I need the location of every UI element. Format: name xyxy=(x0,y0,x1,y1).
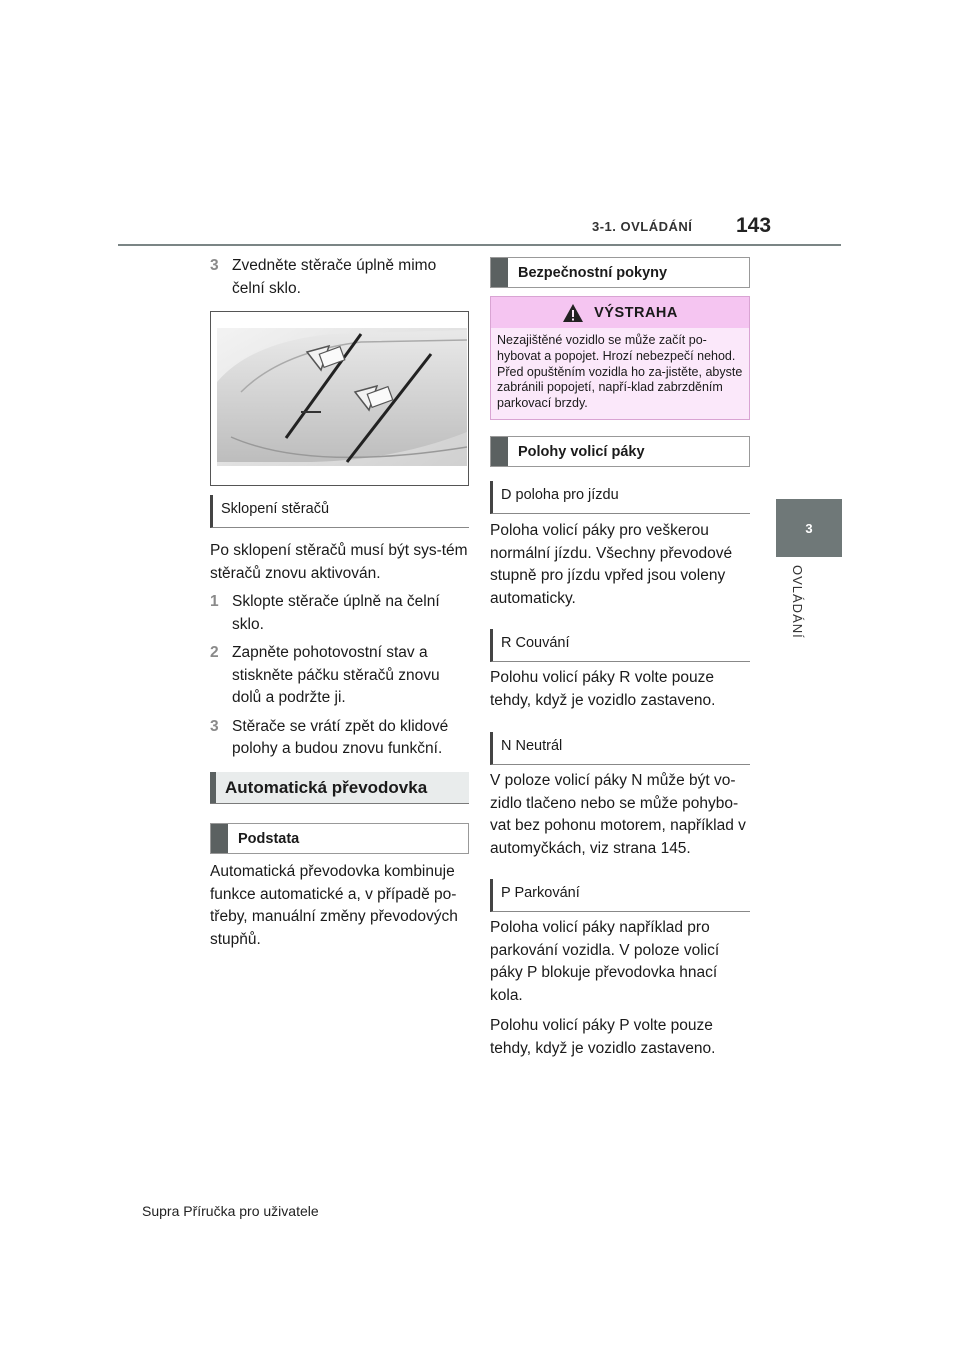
position-label-d: D poloha pro jízdu xyxy=(490,481,750,514)
wiper-illustration xyxy=(210,311,469,486)
position-p-text xyxy=(490,917,748,1060)
final-paragraph: Polohu volicí páky P volte pouze tehdy, když je vozidlo zastaveno. xyxy=(490,1017,716,1057)
reactivation-paragraph: Po sklopení stěračů musí být sys-tém stěračů znovu aktivován. xyxy=(210,542,468,582)
warning-box xyxy=(490,296,750,420)
page-number: 143 xyxy=(736,214,772,237)
step-text: Zvedněte stěrače úplně mimo čelní sklo. xyxy=(232,257,437,297)
position-description: Poloha volicí páky například pro parkování vozidla. V poloze volicí páky P blokuje převodovka hnací kola. xyxy=(490,919,720,1004)
position-r-text xyxy=(490,667,748,712)
position-description: V poloze volicí páky N může být vo-zidlo tlačeno nebo se může pohybo-vat bez pohonu motorem, například v automyčkách, viz strana 145. xyxy=(490,772,746,857)
warning-text: Nezajištěné vozidlo se může začít po-hybovat a popojet. Hrozí nebezpečí nehod. Před opuštěním vozidla ho za-jistěte, abyste zabránili popojetí, napří-klad zabrzděním parkovací brzdy. xyxy=(497,333,743,411)
subheading-text: Podstata xyxy=(238,830,300,847)
left-body xyxy=(210,540,468,761)
heading-marker xyxy=(211,824,228,853)
transmission-paragraph: Automatická převodovka kombinuje funkce automatické a, v případě po-třeby, manuální změny převodových stupňů. xyxy=(210,863,458,948)
step-3 xyxy=(210,716,468,761)
section-heading-text: Automatická převodovka xyxy=(225,777,428,797)
safety-heading-text: Bezpečnostní pokyny xyxy=(518,264,668,281)
step-text: Zapněte pohotovostní stav a stiskněte páčku stěračů znovu dolů a podržte ji. xyxy=(232,644,440,706)
positions-heading-text: Polohy volicí páky xyxy=(518,443,645,460)
heading-selector-positions xyxy=(490,436,750,467)
section-title: 3-1. OVLÁDÁNÍ xyxy=(592,219,693,234)
chapter-label: OVLÁDÁNÍ xyxy=(790,565,805,639)
chapter-tab: 3 xyxy=(776,499,842,557)
step-number: 3 xyxy=(210,717,219,735)
position-label-p: P Parkování xyxy=(490,879,750,912)
heading-marker xyxy=(491,258,508,287)
step-number: 1 xyxy=(210,593,219,610)
step-text: Sklopte stěrače úplně na čelní sklo. xyxy=(232,593,440,633)
position-label-r: R Couvání xyxy=(490,629,750,662)
heading-safety xyxy=(490,257,750,288)
position-description: Polohu volicí páky R volte pouze tehdy, když je vozidlo zastaveno. xyxy=(490,669,716,709)
figure-caption: Sklopení stěračů xyxy=(210,495,469,528)
step-number: 3 xyxy=(210,257,219,274)
step-1 xyxy=(210,591,468,636)
position-d-text xyxy=(490,520,748,610)
warning-title: VÝSTRAHA xyxy=(594,304,678,321)
step-lift-wipers xyxy=(210,255,468,300)
heading-marker xyxy=(491,437,508,466)
step-2 xyxy=(210,642,468,710)
transmission-intro xyxy=(210,861,468,951)
footer-text: Supra Příručka pro uživatele xyxy=(142,1203,319,1219)
windshield-wiper-drawing xyxy=(211,312,468,485)
warning-triangle-icon xyxy=(562,303,584,323)
subheading-podstata xyxy=(210,823,469,854)
position-label-n: N Neutrál xyxy=(490,732,750,765)
step-text: Stěrače se vrátí zpět do klidové polohy a budou znovu funkční. xyxy=(232,717,449,757)
warning-header xyxy=(491,297,749,328)
position-n-text xyxy=(490,770,748,860)
position-description: Poloha volicí páky pro veškerou normální jízdu. Všechny převodové stupně pro jízdu vpřed jsou voleny automaticky. xyxy=(490,522,733,607)
step-number: 2 xyxy=(210,644,219,661)
section-heading-automatic-transmission xyxy=(210,772,469,804)
header-rule xyxy=(118,244,841,246)
